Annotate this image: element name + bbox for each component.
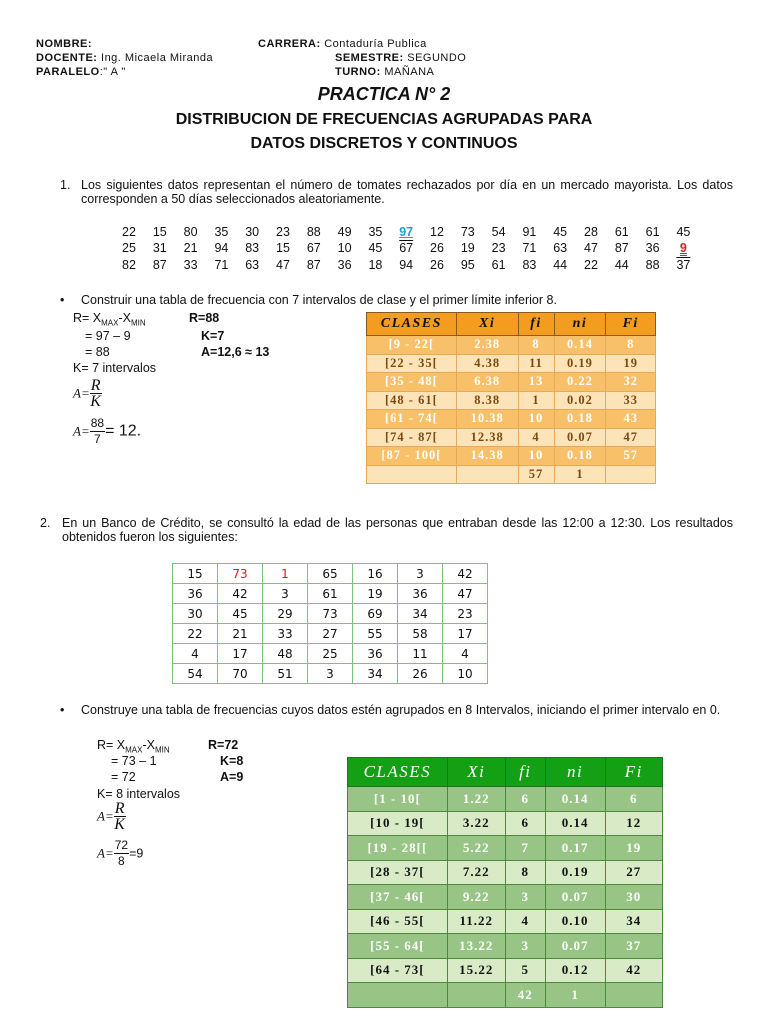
table-row <box>367 410 656 429</box>
table-cell: 0.07 <box>545 885 605 910</box>
table-cell: [74 - 87[ <box>367 428 457 447</box>
table-cell: 5.22 <box>447 836 505 861</box>
grid-cell: 4 <box>173 644 218 664</box>
table-cell: 0.10 <box>545 909 605 934</box>
carrera-line <box>258 38 427 51</box>
table-cell: [1 - 10[ <box>348 787 448 812</box>
number-cell: 15 <box>276 241 290 255</box>
grid-cell: 3 <box>263 584 308 604</box>
grid-cell: 15 <box>173 564 218 584</box>
table-cell: 0.02 <box>554 391 606 410</box>
table-cell: 3.22 <box>447 811 505 836</box>
number-cell: 9 <box>679 241 687 255</box>
table-row <box>367 391 656 410</box>
docente-value: Ing. Micaela Miranda <box>97 52 214 64</box>
column-header: ni <box>545 758 605 787</box>
table-cell: 0.18 <box>554 410 606 429</box>
grid-row <box>173 624 488 644</box>
ex2-r-bold: R=72 <box>208 738 239 752</box>
ex1-r-line2: = 97 – 9 <box>85 329 131 343</box>
number-cell: 26 <box>430 241 444 255</box>
number-cell: 18 <box>368 258 383 272</box>
table-cell: 6 <box>605 787 662 812</box>
grid-cell: 55 <box>353 624 398 644</box>
table-cell: 4 <box>505 909 545 934</box>
grid-cell: 27 <box>308 624 353 644</box>
table-cell: [55 - 64[ <box>348 934 448 959</box>
table-cell: [87 - 100[ <box>367 447 457 466</box>
r-min-sub: MIN <box>130 318 146 328</box>
ex2-bullet-dot: • <box>60 703 65 717</box>
number-cell: 94 <box>214 241 229 255</box>
table-cell: 30 <box>605 885 662 910</box>
number-cell: 23 <box>491 241 506 255</box>
table-row <box>367 447 656 466</box>
number-cell: 49 <box>337 225 352 239</box>
table-cell: 0.14 <box>545 811 605 836</box>
a-symbol: A= <box>97 808 114 824</box>
total-cell: 1 <box>545 983 605 1008</box>
table-row <box>348 934 663 959</box>
number-row <box>122 225 707 239</box>
table-cell: 11.22 <box>447 909 505 934</box>
ex2-text: En un Banco de Crédito, se consultó la edad de las personas que entraban desde las 12:00 a 12:30. Los resultados obtenidos fueron los siguientes: <box>62 516 733 544</box>
grid-cell: 30 <box>173 604 218 624</box>
table-cell: 10.38 <box>456 410 518 429</box>
nombre-line <box>36 38 92 51</box>
grid-row <box>173 604 488 624</box>
table-row <box>348 909 663 934</box>
ex1-a-bold: A=12,6 ≈ 13 <box>201 345 270 359</box>
a-result-text: =9 <box>129 846 144 861</box>
number-cell: 12 <box>430 225 444 239</box>
table-row <box>348 860 663 885</box>
a-fraction <box>114 838 129 869</box>
grid-cell: 17 <box>443 624 488 644</box>
grid-cell: 10 <box>443 664 488 684</box>
grid-cell: 22 <box>173 624 218 644</box>
table-cell: 12 <box>605 811 662 836</box>
table-cell: 1 <box>518 391 554 410</box>
docente-line <box>36 52 213 65</box>
number-cell: 33 <box>183 258 198 272</box>
table-cell: 0.22 <box>554 373 606 392</box>
number-cell: 15 <box>152 225 167 239</box>
frac-den: K <box>114 816 125 833</box>
table-cell: 9.22 <box>447 885 505 910</box>
number-cell: 71 <box>522 241 537 255</box>
table-row <box>348 885 663 910</box>
grid-cell: 36 <box>173 584 218 604</box>
table-cell: 3 <box>505 885 545 910</box>
paralelo-label: PARALELO <box>36 66 100 78</box>
number-cell: 88 <box>645 258 660 272</box>
frac-num: R <box>114 800 125 817</box>
table-cell: [61 - 74[ <box>367 410 457 429</box>
number-cell: 45 <box>676 225 691 239</box>
table-cell: 12.38 <box>456 428 518 447</box>
paralelo-line <box>36 66 126 79</box>
number-cell: 88 <box>306 225 321 239</box>
ex1-text: Los siguientes datos representan el número de tomates rechazados por día en un mercado mayorista. Los datos corresponden a 50 días seleccionados aleatoriamente. <box>81 178 733 206</box>
ex2-a-formula <box>97 801 126 832</box>
table-cell: 27 <box>605 860 662 885</box>
number-cell: 83 <box>245 241 260 255</box>
carrera-value: Contaduría Publica <box>320 38 427 50</box>
grid-cell: 36 <box>398 584 443 604</box>
number-cell: 63 <box>553 241 568 255</box>
carrera-label: CARRERA: <box>258 38 321 50</box>
ex1-bullet-dot: • <box>60 293 65 307</box>
table-cell: [64 - 73[ <box>348 958 448 983</box>
number-cell: 22 <box>122 225 136 239</box>
table-cell: [28 - 37[ <box>348 860 448 885</box>
total-cell <box>447 983 505 1008</box>
number-cell: 94 <box>399 258 414 272</box>
ex2-r-formula: $R= X_{MAX}-X_{MIN}$ <box>97 738 170 755</box>
number-cell: 44 <box>553 258 568 272</box>
number-cell: 22 <box>584 258 598 272</box>
ex2-r-line2: = 73 – 1 <box>111 754 157 768</box>
grid-cell: 47 <box>443 584 488 604</box>
number-cell: 67 <box>399 241 414 255</box>
table-cell: 0.07 <box>554 428 606 447</box>
total-cell: 42 <box>505 983 545 1008</box>
number-row <box>122 241 707 255</box>
table-cell: 7 <box>505 836 545 861</box>
number-cell: 80 <box>183 225 198 239</box>
grid-cell: 29 <box>263 604 308 624</box>
number-cell: 63 <box>245 258 260 272</box>
table-row <box>367 428 656 447</box>
number-cell: 26 <box>430 258 444 272</box>
total-cell <box>456 465 518 484</box>
totals-row <box>367 465 656 484</box>
r-over-k <box>90 378 102 409</box>
turno-line <box>335 66 434 79</box>
ex2-a-bold: A=9 <box>220 770 244 784</box>
a-symbol: A= <box>73 423 90 439</box>
grid-cell: 58 <box>398 624 443 644</box>
table-cell: 10 <box>518 410 554 429</box>
total-cell <box>605 983 662 1008</box>
column-header: fi <box>505 758 545 787</box>
grid-cell: 3 <box>308 664 353 684</box>
number-cell: 23 <box>276 225 290 239</box>
frac-num: R <box>90 377 101 394</box>
column-header: Fi <box>605 758 662 787</box>
a-fraction <box>90 416 105 447</box>
table-cell: 3 <box>505 934 545 959</box>
grid-cell: 25 <box>308 644 353 664</box>
grid-cell: 34 <box>398 604 443 624</box>
paralelo-value: :" A " <box>99 66 126 78</box>
number-cell: 19 <box>460 241 475 255</box>
grid-cell: 51 <box>263 664 308 684</box>
ex1-number: 1. <box>60 178 71 192</box>
grid-row <box>173 664 488 684</box>
grid-cell: 73 <box>218 564 263 584</box>
number-cell: 47 <box>276 258 290 272</box>
number-cell: 47 <box>584 241 598 255</box>
column-header: fi <box>518 313 554 336</box>
ex1-bullet-text: Construir una tabla de frecuencia con 7 intervalos de clase y el primer límite inferior 8. <box>81 293 557 307</box>
table-cell: 37 <box>605 934 662 959</box>
number-cell: 36 <box>337 258 352 272</box>
grid-row <box>173 644 488 664</box>
table-cell: 0.07 <box>545 934 605 959</box>
number-cell: 44 <box>614 258 629 272</box>
ex2-r-line3: = 72 <box>111 770 136 784</box>
number-cell: 36 <box>645 241 660 255</box>
column-header: Xi <box>456 313 518 336</box>
number-cell: 54 <box>491 225 506 239</box>
table-cell: [9 - 22[ <box>367 336 457 355</box>
table-cell: 13 <box>518 373 554 392</box>
grid-cell: 34 <box>353 664 398 684</box>
table-cell: 47 <box>606 428 656 447</box>
r-max-sub: MAX <box>101 318 119 328</box>
number-cell: 82 <box>122 258 136 272</box>
ex1-r-line3: = 88 <box>85 345 110 359</box>
table-cell: 7.22 <box>447 860 505 885</box>
number-cell: 95 <box>460 258 475 272</box>
grid-cell: 54 <box>173 664 218 684</box>
grid-cell: 70 <box>218 664 263 684</box>
table-cell: 13.22 <box>447 934 505 959</box>
table-cell: 0.19 <box>545 860 605 885</box>
number-row <box>122 258 707 272</box>
number-cell: 30 <box>245 225 260 239</box>
table-row <box>367 354 656 373</box>
total-cell: 57 <box>518 465 554 484</box>
frac-den: K <box>90 393 101 410</box>
grid-cell: 73 <box>308 604 353 624</box>
totals-row <box>348 983 663 1008</box>
semestre-line <box>335 52 466 65</box>
table-row <box>348 811 663 836</box>
frac-den: 8 <box>118 854 125 868</box>
semestre-label: SEMESTRE: <box>335 52 404 64</box>
grid-cell: 36 <box>353 644 398 664</box>
number-cell: 31 <box>152 241 167 255</box>
ex1-a-formula <box>73 378 102 409</box>
table-cell: 43 <box>606 410 656 429</box>
column-header: Fi <box>606 313 656 336</box>
ex2-k-bold: K=8 <box>220 754 244 768</box>
number-cell: 87 <box>614 241 629 255</box>
grid-row <box>173 584 488 604</box>
grid-cell: 11 <box>398 644 443 664</box>
total-cell <box>348 983 448 1008</box>
grid-cell: 16 <box>353 564 398 584</box>
ex2-k-line: K= 8 intervalos <box>97 787 181 801</box>
r-max-sub: MAX <box>125 745 143 755</box>
total-cell <box>367 465 457 484</box>
grid-cell: 61 <box>308 584 353 604</box>
grid-cell: 45 <box>218 604 263 624</box>
grid-cell: 65 <box>308 564 353 584</box>
grid-cell: 19 <box>353 584 398 604</box>
number-cell: 35 <box>214 225 229 239</box>
r-over-k <box>114 801 126 832</box>
grid-cell: 48 <box>263 644 308 664</box>
number-cell: 61 <box>614 225 629 239</box>
number-cell: 10 <box>337 241 352 255</box>
table-cell: 8 <box>606 336 656 355</box>
table-cell: [48 - 61[ <box>367 391 457 410</box>
table-cell: 8 <box>518 336 554 355</box>
table-cell: 0.14 <box>554 336 606 355</box>
table-cell: [10 - 19[ <box>348 811 448 836</box>
table-cell: 14.38 <box>456 447 518 466</box>
grid-cell: 26 <box>398 664 443 684</box>
table-cell: [19 - 28[[ <box>348 836 448 861</box>
table-cell: 42 <box>605 958 662 983</box>
table-cell: 1.22 <box>447 787 505 812</box>
number-cell: 73 <box>460 225 475 239</box>
column-header: Xi <box>447 758 505 787</box>
total-cell <box>606 465 656 484</box>
ex1-r-formula: $R= X_{MAX}-X_{MIN}$ <box>73 311 146 328</box>
table-header-row <box>348 758 663 787</box>
number-cell: 28 <box>584 225 598 239</box>
table-cell: 0.18 <box>554 447 606 466</box>
number-cell: 87 <box>152 258 167 272</box>
table-cell: [46 - 55[ <box>348 909 448 934</box>
a-result-text: = 12. <box>105 422 142 440</box>
ex2-frequency-table <box>347 757 663 1008</box>
number-cell: 61 <box>645 225 660 239</box>
grid-cell: 42 <box>443 564 488 584</box>
table-cell: 34 <box>605 909 662 934</box>
table-cell: 6 <box>505 811 545 836</box>
grid-cell: 17 <box>218 644 263 664</box>
number-cell: 61 <box>491 258 506 272</box>
table-cell: 2.38 <box>456 336 518 355</box>
ex2-number: 2. <box>40 516 51 530</box>
table-cell: 5 <box>505 958 545 983</box>
number-cell: 21 <box>183 241 198 255</box>
number-cell: 67 <box>306 241 321 255</box>
grid-row <box>173 564 488 584</box>
main-title-line2: DATOS DISCRETOS Y CONTINUOS <box>250 135 518 152</box>
number-cell: 83 <box>522 258 537 272</box>
column-header: CLASES <box>348 758 448 787</box>
table-cell: 4 <box>518 428 554 447</box>
ex1-r-bold: R=88 <box>189 311 220 325</box>
table-cell: 57 <box>606 447 656 466</box>
frac-num: 72 <box>114 838 129 852</box>
table-cell: 0.17 <box>545 836 605 861</box>
number-cell: 87 <box>306 258 321 272</box>
frac-den: 7 <box>94 432 101 446</box>
turno-value: MAÑANA <box>380 66 435 78</box>
total-cell: 1 <box>554 465 606 484</box>
number-cell: 35 <box>368 225 383 239</box>
frac-num: 88 <box>90 416 105 430</box>
ex1-frequency-table <box>366 312 656 484</box>
ex2-a-result <box>97 838 143 869</box>
table-row <box>367 373 656 392</box>
column-header: ni <box>554 313 606 336</box>
table-cell: [37 - 46[ <box>348 885 448 910</box>
turno-label: TURNO: <box>335 66 381 78</box>
table-cell: 6.38 <box>456 373 518 392</box>
table-cell: [22 - 35[ <box>367 354 457 373</box>
number-cell: 97 <box>399 225 414 239</box>
number-cell: 25 <box>122 241 136 255</box>
number-cell: 37 <box>676 258 691 272</box>
ex2-bullet-text: Construye una tabla de frecuencias cuyos datos estén agrupados en 8 Intervalos, iniciando el primer intervalo en 0. <box>81 703 721 717</box>
grid-cell: 69 <box>353 604 398 624</box>
ex1-a-result <box>73 416 141 447</box>
table-row <box>348 958 663 983</box>
grid-cell: 33 <box>263 624 308 644</box>
table-cell: 19 <box>605 836 662 861</box>
grid-cell: 4 <box>443 644 488 664</box>
number-cell: 45 <box>368 241 383 255</box>
table-header-row <box>367 313 656 336</box>
column-header: CLASES <box>367 313 457 336</box>
r-formula-text: R= X <box>97 738 126 752</box>
table-row <box>348 787 663 812</box>
grid-cell: 21 <box>218 624 263 644</box>
ex1-k-bold: K=7 <box>201 329 225 343</box>
table-cell: 10 <box>518 447 554 466</box>
ex2-data-grid <box>172 563 488 684</box>
table-cell: 33 <box>606 391 656 410</box>
docente-label: DOCENTE: <box>36 52 98 64</box>
table-cell: 11 <box>518 354 554 373</box>
a-symbol: A= <box>73 385 90 401</box>
table-cell: 32 <box>606 373 656 392</box>
table-cell: 19 <box>606 354 656 373</box>
table-cell: 6 <box>505 787 545 812</box>
number-cell: 45 <box>553 225 568 239</box>
main-title-line1: DISTRIBUCION DE FRECUENCIAS AGRUPADAS PARA <box>175 111 593 128</box>
table-cell: [35 - 48[ <box>367 373 457 392</box>
table-cell: 15.22 <box>447 958 505 983</box>
practica-title: PRACTICA N° 2 <box>317 84 451 104</box>
number-cell: 91 <box>522 225 537 239</box>
table-cell: 0.12 <box>545 958 605 983</box>
r-min-sub: MIN <box>154 745 170 755</box>
table-cell: 8 <box>505 860 545 885</box>
ex1-k-line: K= 7 intervalos <box>73 361 157 375</box>
table-cell: 4.38 <box>456 354 518 373</box>
table-cell: 0.19 <box>554 354 606 373</box>
table-row <box>367 336 656 355</box>
nombre-label: NOMBRE: <box>36 38 93 50</box>
semestre-value: SEGUNDO <box>403 52 467 64</box>
grid-cell: 3 <box>398 564 443 584</box>
table-cell: 0.14 <box>545 787 605 812</box>
table-cell: 8.38 <box>456 391 518 410</box>
table-row <box>348 836 663 861</box>
r-formula-text: R= X <box>73 311 102 325</box>
number-cell: 71 <box>214 258 229 272</box>
grid-cell: 42 <box>218 584 263 604</box>
grid-cell: 23 <box>443 604 488 624</box>
grid-cell: 1 <box>263 564 308 584</box>
a-symbol: A= <box>97 845 114 861</box>
